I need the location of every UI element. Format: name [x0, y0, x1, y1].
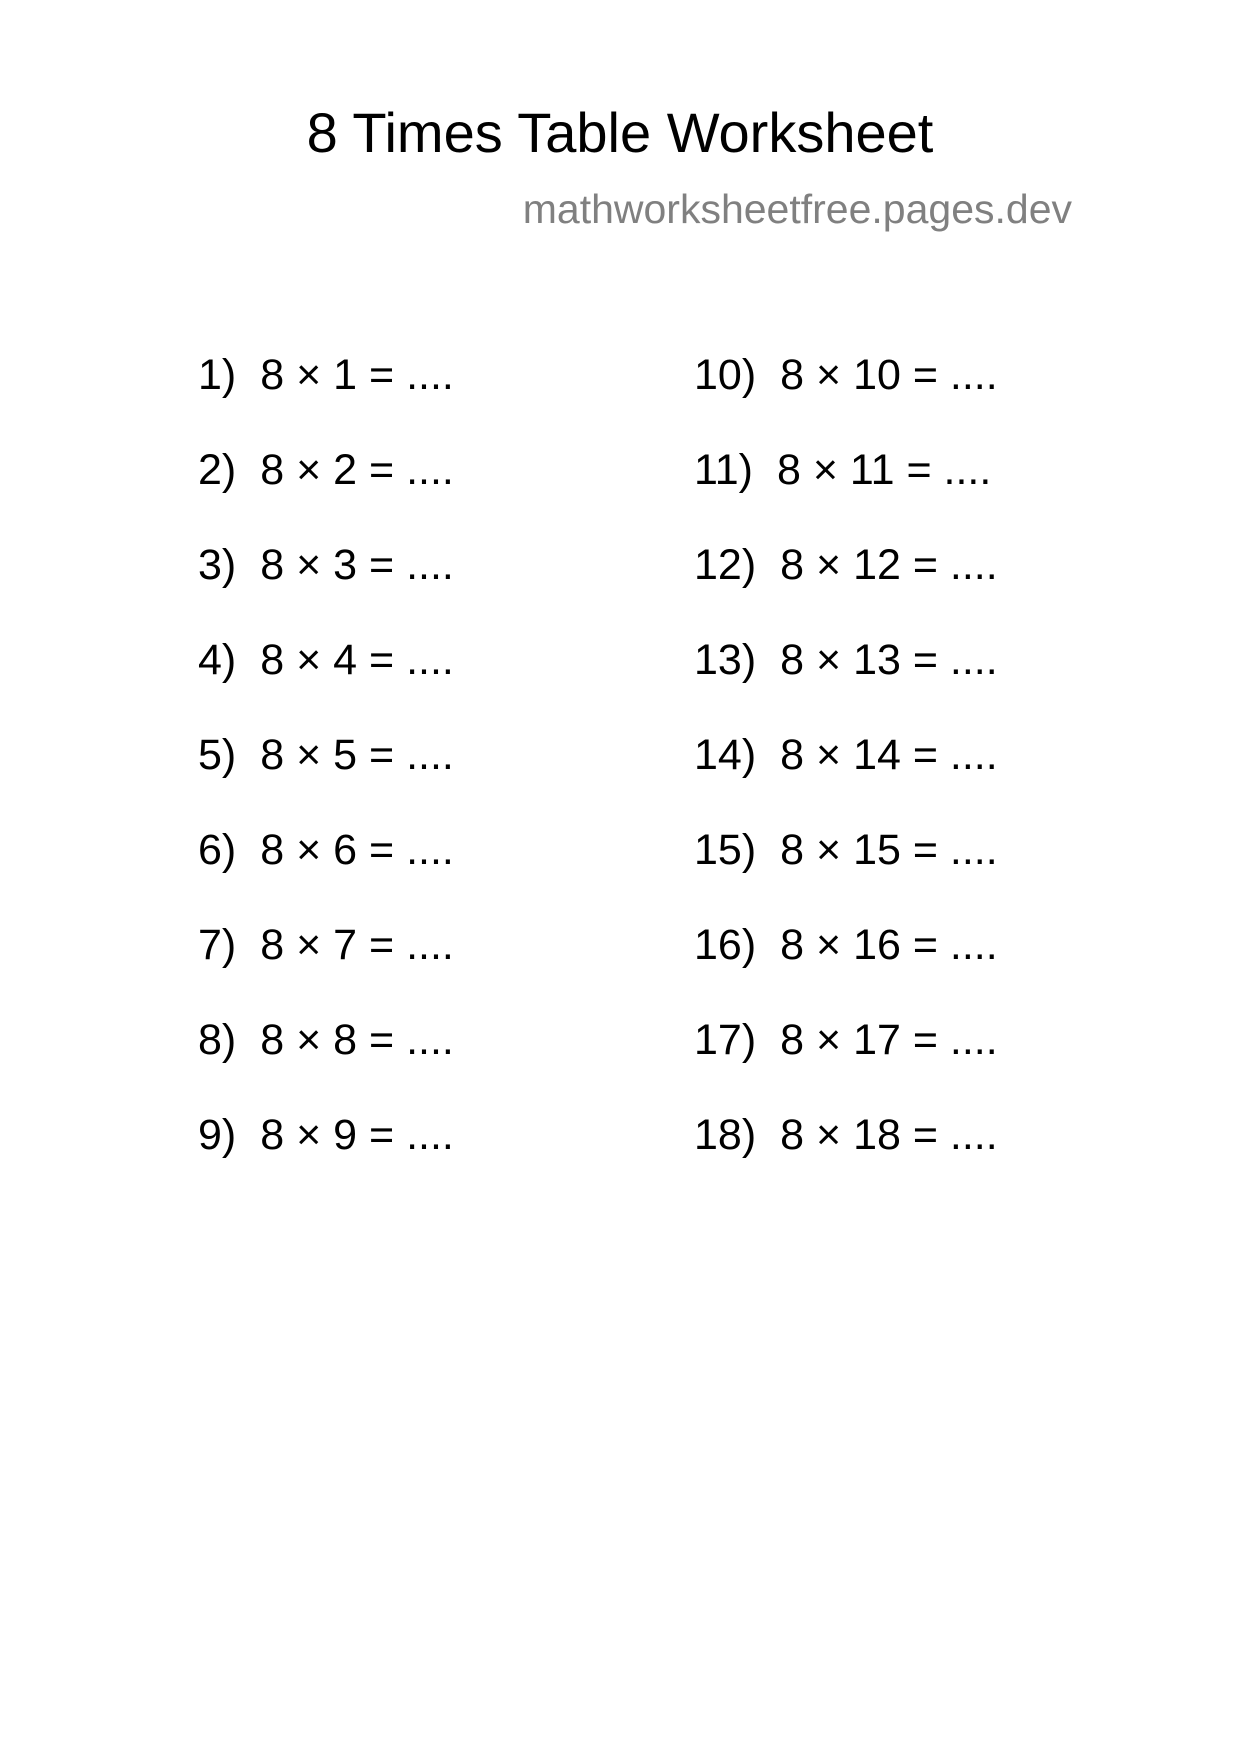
problem-expression: 8 × 15 = ....	[780, 826, 998, 874]
problem-number: 1)	[198, 351, 237, 399]
problem-item	[694, 725, 1114, 820]
problem-item	[198, 1010, 618, 1105]
problem-expression: 8 × 12 = ....	[780, 541, 998, 589]
problem-item	[198, 630, 618, 725]
problem-item	[198, 1105, 618, 1200]
problem-item	[694, 535, 1114, 630]
problem-item	[198, 345, 618, 440]
problem-column-right	[694, 345, 1114, 1200]
problem-number: 18)	[694, 1111, 757, 1159]
problem-number: 11)	[694, 446, 753, 494]
problem-expression: 8 × 13 = ....	[780, 636, 998, 684]
problem-column-left	[198, 345, 618, 1200]
problem-item	[694, 630, 1114, 725]
problem-number: 8)	[198, 1016, 237, 1064]
problem-expression: 8 × 8 = ....	[260, 1016, 454, 1064]
problem-item	[694, 345, 1114, 440]
problem-expression: 8 × 2 = ....	[260, 446, 454, 494]
problem-number: 7)	[198, 921, 237, 969]
problem-item	[198, 440, 618, 535]
problem-item	[198, 820, 618, 915]
problem-expression: 8 × 11 = ....	[776, 446, 992, 494]
problem-expression: 8 × 3 = ....	[260, 541, 454, 589]
problem-expression: 8 × 16 = ....	[780, 921, 998, 969]
problem-number: 2)	[198, 446, 237, 494]
problem-expression: 8 × 5 = ....	[260, 731, 454, 779]
problem-number: 14)	[694, 731, 757, 779]
problem-expression: 8 × 6 = ....	[260, 826, 454, 874]
problem-item	[694, 915, 1114, 1010]
problem-number: 17)	[694, 1016, 757, 1064]
problem-item	[198, 915, 618, 1010]
problem-number: 13)	[694, 636, 757, 684]
page-title: 8 Times Table Worksheet	[306, 101, 934, 164]
problem-expression: 8 × 9 = ....	[260, 1111, 454, 1159]
problem-expression: 8 × 18 = ....	[780, 1111, 998, 1159]
problem-expression: 8 × 10 = ....	[780, 351, 998, 399]
problem-number: 5)	[198, 731, 237, 779]
problem-number: 12)	[694, 541, 757, 589]
problem-number: 3)	[198, 541, 237, 589]
problem-number: 6)	[198, 826, 237, 874]
problem-number: 16)	[694, 921, 757, 969]
problem-item	[694, 820, 1114, 915]
problem-expression: 8 × 1 = ....	[260, 351, 454, 399]
site-url: mathworksheetfree.pages.dev	[522, 186, 1072, 232]
problem-expression: 8 × 4 = ....	[260, 636, 454, 684]
problem-expression: 8 × 14 = ....	[780, 731, 998, 779]
problem-number: 15)	[694, 826, 757, 874]
problem-item	[198, 725, 618, 820]
problem-number: 10)	[694, 351, 757, 399]
problem-item	[694, 1010, 1114, 1105]
problem-number: 4)	[198, 636, 237, 684]
problem-item	[198, 535, 618, 630]
problem-item	[694, 440, 1114, 535]
problem-expression: 8 × 17 = ....	[780, 1016, 998, 1064]
problem-item	[694, 1105, 1114, 1200]
problem-number: 9)	[198, 1111, 237, 1159]
problem-expression: 8 × 7 = ....	[260, 921, 454, 969]
